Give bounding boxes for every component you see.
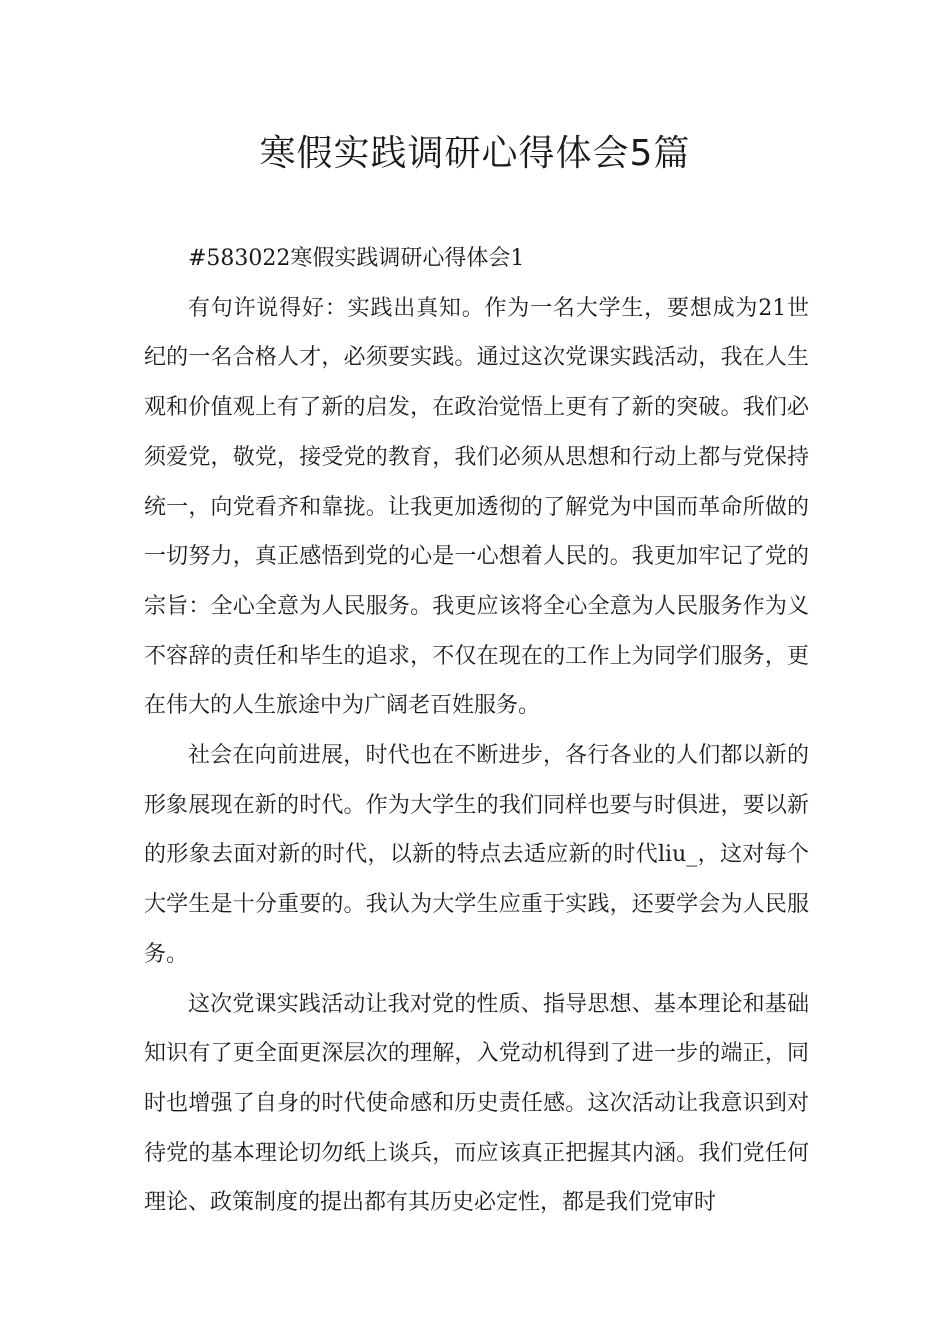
document-title: 寒假实践调研心得体会5篇: [259, 133, 691, 174]
document-body: [144, 234, 809, 1228]
paragraph-2: 社会在向前进展，时代也在不断进步，各行各业的人们都以新的形象展现在新的时代。作为大学生的我们同样也要与时俱进，要以新的形象去面对新的时代，以新的特点去适应新的时代liu_，这对每个大学生是十分重要的。我认为大学生应重于实践，还要学会为人民服务。: [144, 743, 809, 967]
paragraph-3: 这次党课实践活动让我对党的性质、指导思想、基本理论和基础知识有了更全面更深层次的理解，入党动机得到了进一步的端正，同时也增强了自身的时代使命感和历史责任感。这次活动让我意识到对待党的基本理论切勿纸上谈兵，而应该真正把握其内涵。我们党任何理论、政策制度的提出都有其历史必定性，都是我们党审时: [144, 991, 809, 1216]
paragraph-1: 有句许说得好：实践出真知。作为一名大学生，要想成为21世纪的一名合格人才，必须要实践。通过这次党课实践活动，我在人生观和价值观上有了新的启发，在政治觉悟上更有了新的突破。我们必须爱党，敬党，接受党的教育，我们必须从思想和行动上都与党保持统一，向党看齐和靠拢。让我更加透彻的了解党为中国而革命所做的一切努力，真正感悟到党的心是一心想着人民的。我更加牢记了党的宗旨：全心全意为人民服务。我更应该将全心全意为人民服务作为义不容辞的责任和毕生的追求，不仅在现在的工作上为同学们服务，更在伟大的人生旅途中为广阔老百姓服务。: [144, 295, 809, 719]
section-label: #583022寒假实践调研心得体会1: [188, 246, 525, 271]
